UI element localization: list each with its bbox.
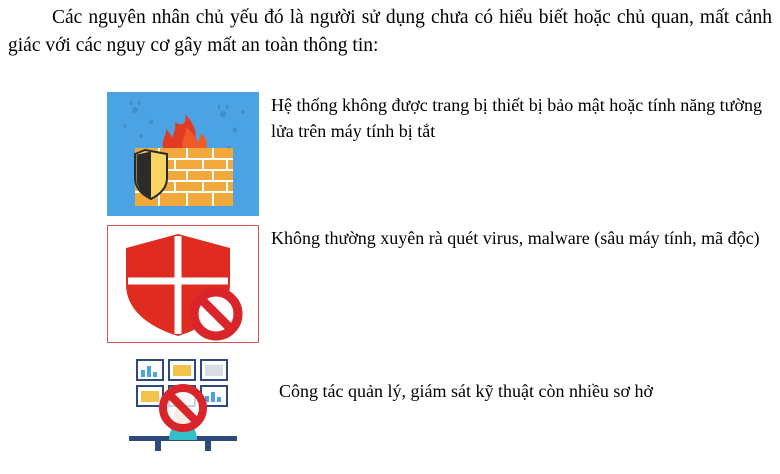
monitoring-blocked-svg bbox=[107, 352, 259, 452]
prohibition-sign bbox=[161, 386, 205, 430]
list-item bbox=[0, 225, 780, 343]
firewall-icon bbox=[107, 92, 259, 216]
cause-list bbox=[0, 92, 780, 452]
shield-badge bbox=[135, 150, 167, 199]
list-item-text: Công tác quản lý, giám sát kỹ thuật còn nhiều sơ hở bbox=[279, 381, 653, 401]
intro-text: Các nguyên nhân chủ yếu đó là người sử dụng chưa có hiểu biết hoặc chủ quan, mất cảnh giác với các nguy cơ gây mất an toàn thông tin: bbox=[8, 7, 772, 57]
list-item-text: Hệ thống không được trang bị thiết bị bảo mật hoặc tính năng tường lửa trên máy tính bị tắt bbox=[271, 95, 762, 142]
prohibition-sign bbox=[192, 290, 240, 338]
list-item-text: Không thường xuyên rà quét virus, malware (sâu máy tính, mã độc) bbox=[271, 228, 760, 248]
firewall-illustration-svg bbox=[107, 92, 259, 216]
list-item bbox=[0, 92, 780, 216]
shield-blocked-icon bbox=[107, 225, 259, 343]
monitoring-blocked-icon bbox=[107, 352, 259, 452]
intro-paragraph bbox=[8, 4, 772, 61]
list-item bbox=[0, 352, 780, 452]
shield-blocked-svg bbox=[108, 226, 258, 342]
